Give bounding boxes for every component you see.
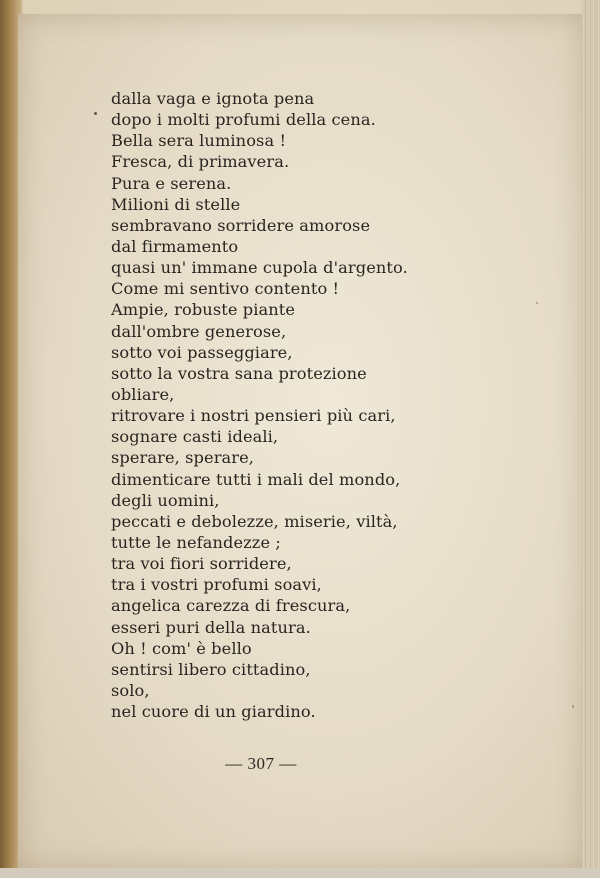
poem-line: Come mi sentivo contento ! [111,279,340,299]
poem-line: dimenticare tutti i mali del mondo, [111,469,401,489]
poem-line: ritrovare i nostri pensieri più cari, [111,406,396,426]
poem-line: Oh ! com' è bello [111,638,252,658]
poem-line: dal firmamento [111,236,239,256]
page-stack-edge [582,0,600,878]
paper-speck [536,302,538,304]
poem-line: obliare, [111,384,175,404]
paper-speck [94,112,97,115]
poem-line: dall'ombre generose, [111,321,287,341]
poem-line: solo, [111,680,150,700]
poem-line: Fresca, di primavera. [111,152,290,172]
page-number: — 307 — [225,754,297,773]
poem-line: degli uomini, [111,490,220,510]
poem-line: Pura e serena. [111,173,232,193]
poem-text [111,88,408,722]
poem-line: tra voi fiori sorridere, [111,554,292,574]
poem-line: quasi un' immane cupola d'argento. [111,258,408,278]
poem-line: Ampie, robuste piante [111,300,296,320]
poem-line: nel cuore di un giardino. [111,702,316,722]
scan-bottom-border [0,868,600,878]
poem-line: sembravano sorridere amorose [111,215,371,235]
poem-line: Milioni di stelle [111,194,241,214]
poem-line: tutte le nefandezze ; [111,532,281,552]
poem-line: tra i vostri profumi soavi, [111,575,322,595]
poem-line: dopo i molti profumi della cena. [111,110,376,130]
poem-line: dalla vaga e ignota pena [111,89,315,108]
poem-line: sognare casti ideali, [111,427,279,447]
poem-line: angelica carezza di frescura, [111,596,351,616]
poem-line: sentirsi libero cittadino, [111,659,311,679]
poem-line: sperare, sperare, [111,448,255,468]
poem-line: esseri puri della natura. [111,617,311,637]
paper-speck [572,705,574,708]
poem-line: sotto la vostra sana protezione [111,363,367,383]
poem-line: peccati e debolezze, miserie, viltà, [111,511,398,531]
poem-line: Bella sera luminosa ! [111,131,287,151]
poem-line: sotto voi passeggiare, [111,342,293,362]
